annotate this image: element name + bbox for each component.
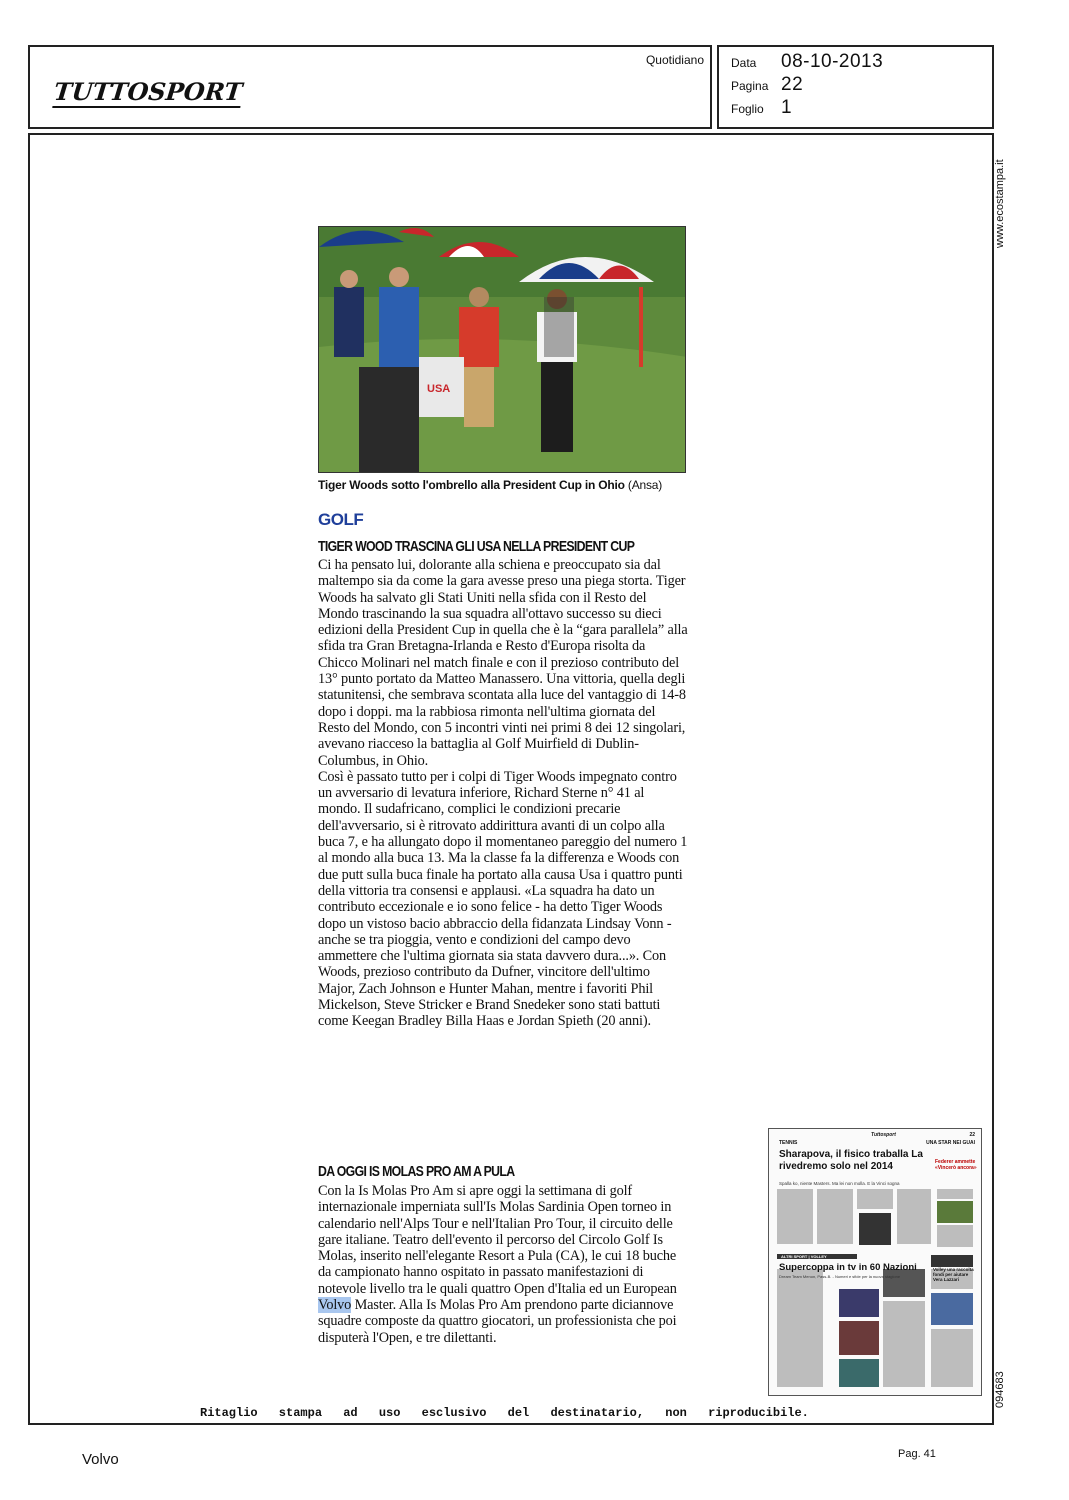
paragraph-3 — [318, 1183, 688, 1346]
section-tag: GOLF — [318, 510, 364, 529]
thumb-mid-headline: Supercoppa in tv in 60 Nazioni — [779, 1262, 917, 1273]
thumb-masthead: Tuttosport — [871, 1132, 896, 1138]
caption-credit: (Ansa) — [627, 478, 663, 492]
date-row — [731, 51, 883, 73]
date-label: Data — [731, 56, 757, 70]
disclaimer: Ritaglio stampa ad uso esclusivo del destinatario, non riproducibile. — [200, 1406, 809, 1420]
side-url-text: www.ecostampa.it — [994, 159, 1006, 248]
photo-caption — [318, 478, 662, 492]
meta-box — [717, 45, 994, 129]
sheet-value: 1 — [781, 97, 793, 118]
masthead-box — [28, 45, 712, 129]
thumb-mid-bar: ALTRI SPORT | VOLLEY — [781, 1254, 827, 1259]
thumb-sub: Spalla ko, niente Masters. Ma lei non molla. E la Vinci sogna — [779, 1181, 900, 1186]
thumb-topline — [775, 1132, 975, 1146]
paragraph-1: Ci ha pensato lui, dolorante alla schiena e preoccupato sia dal maltempo sia da come la gara avesse preso una piega storta. Tiger Woods ha salvato gli Stati Uniti nella sfida con il Resto del Mondo trascinando la sua squadra all'ottavo successo su dieci edizioni della President Cup in quella che è la “gara parallela” alla sfida tra Gran Bretagna-Irlanda e Resto d'Europa risolta da Chicco Molinari nel match finale e con il prezioso contributo del 13° punto portato da Matteo Manassero. Una vittoria, quella degli statunitensi, che sembrava scontata alla luce del vantaggio di 14-8 dopo i doppi. ma la rabbiosa rimonta nell'ultima giornata del Resto del Mondo, con 5 incontri vinti nei primi 8 dei 12 singolari, avevano riacceso la battaglia al Golf Muirfield di Dublin-Columbus, in Ohio. — [318, 557, 688, 769]
highlighted-keyword: Volvo — [318, 1297, 352, 1314]
thumb-page: 22 — [969, 1132, 975, 1138]
newspaper-logo: TUTTOSPORT — [52, 77, 244, 106]
client-name: Volvo — [82, 1451, 119, 1468]
paragraph-3-text-b: Master. Alla Is Molas Pro Am prendono parte diciannove squadre composte da quattro giocatori, un professionista che poi disputerà l'Open, e tre dilettanti. — [318, 1297, 677, 1346]
date-value: 08-10-2013 — [781, 51, 884, 72]
publication-type: Quotidiano — [645, 53, 704, 67]
page-label: Pagina — [731, 79, 769, 93]
thumb-section: TENNIS — [779, 1140, 798, 1146]
page-thumbnail — [768, 1128, 982, 1396]
thumb-headline: Sharapova, il fisico traballa La rivedremo solo nel 2014 — [779, 1149, 923, 1172]
article-photo — [318, 226, 686, 473]
paragraph-3-text-a: Con la Is Molas Pro Am si apre oggi la settimana di golf internazionale imperniata sull'Is Molas Sardinia Open torneo in calendario nell'Alps Tour e nell'Italian Pro Tour, il circuito delle gare italiane. Teatro dell'evento il percorso del Circolo Golf Is Molas, inserito nell'elegante Resort a Pula (CA), le cui 18 buche da campionato hanno ospitato in passato manifestazioni di notevole livello tra le quali quattro Open d'Italia ed un European — [318, 1183, 677, 1297]
thumb-right-head: Volley una raccolta fondi per aiutare Vera Lazzari — [933, 1267, 974, 1282]
article-body-1 — [318, 557, 688, 1030]
side-code — [994, 1370, 1014, 1410]
thumb-mid-sub: Dream Team Menon, Pass-B. - Numeri e sfide per la nuova stagione — [779, 1274, 901, 1279]
article-headline-1: TIGER WOOD TRASCINA GLI USA NELLA PRESIDENT CUP — [318, 538, 635, 555]
side-code-text: 094683 — [994, 1371, 1006, 1408]
thumb-columns — [777, 1189, 977, 1389]
thumb-tag: UNA STAR NEI GUAI — [926, 1140, 975, 1146]
paragraph-2: Così è passato tutto per i colpi di Tiger Woods impegnato contro un avversario di levatura inferiore, Richard Sterne n° 41 al mondo. Il sudafricano, complici le condizioni precarie dell'avversario, si è ritrovato addirittura avanti di un colpo alla buca 7, e ha allungato dopo il momentaneo pareggio del numero 1 al mondo alla buca 13. Ma la classe fa la differenza e Woods con due putt sulla buca finale ha portato alla causa Usa i quattro punti della vittoria tra consensi e applausi. «La squadra ha dato un contributo eccezionale e io sono felice - ha detto Tiger Woods dopo un vistoso bacio abbraccio della fidanzata Lindsay Vonn - anche se tra pioggia, vento e condizioni del campo devo ammettere che l'ultima giornata sia stata davvero dura...». Con Woods, prezioso contributo da Dufner, vincitore dell'ultimo Major, Zach Johnson e Hunter Mahan, mentre i favoriti Phil Mickelson, Steve Stricker e Brand Snedeker sono stati battuti come Keegan Bradley Billa Haas e Jordan Spieth (20 anni). — [318, 768, 688, 1030]
article-headline-2: DA OGGI IS MOLAS PRO AM A PULA — [318, 1163, 515, 1180]
page-row — [731, 74, 803, 96]
page-number: Pag. 41 — [898, 1448, 936, 1460]
sheet-row — [731, 97, 792, 119]
golf-photo-illustration — [319, 227, 686, 473]
sheet-label: Foglio — [731, 102, 764, 116]
caption-text: Tiger Woods sotto l'ombrello alla President Cup in Ohio — [318, 478, 625, 492]
thumb-side-head: Federer ammette «Vincerò ancora» — [935, 1159, 977, 1171]
article-body-2 — [318, 1183, 688, 1346]
bag-usa-text: USA — [427, 383, 451, 395]
side-url — [994, 148, 1014, 248]
page-value: 22 — [781, 74, 804, 95]
